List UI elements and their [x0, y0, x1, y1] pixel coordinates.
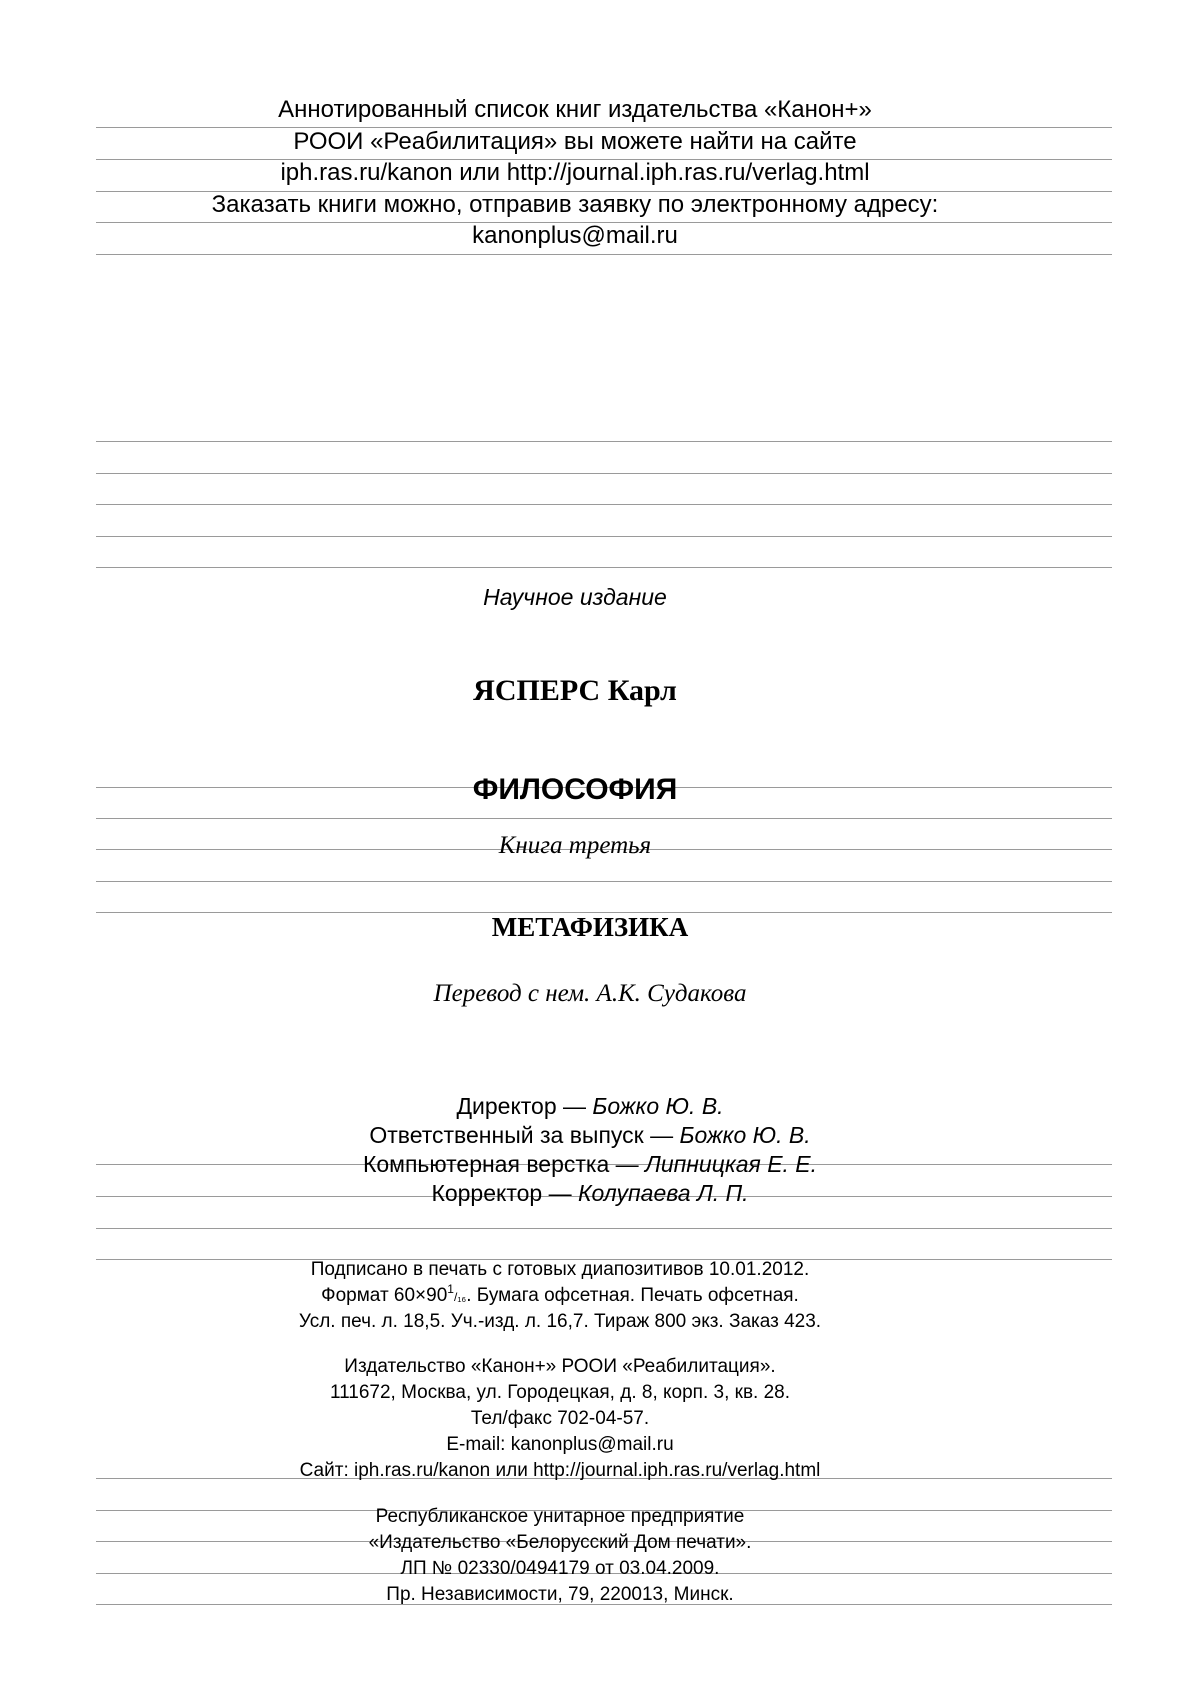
printer-line: «Издательство «Белорусский Дом печати».: [368, 1532, 752, 1553]
publisher-line: Сайт: iph.ras.ru/kanon или http://journal.iph.ras.ru/verlag.html: [299, 1460, 821, 1481]
publisher-line: 111672, Москва, ул. Городецкая, д. 8, корп. 3, кв. 28.: [329, 1382, 791, 1403]
printer-line: Пр. Независимости, 79, 220013, Минск.: [386, 1584, 734, 1605]
print-signed: Подписано в печать с готовых диапозитивов 10.01.2012.: [310, 1259, 810, 1280]
annotation-line: РООИ «Реабилитация» вы можете найти на сайте: [293, 128, 857, 155]
ruled-line: [96, 1228, 1112, 1229]
print-volume: Усл. печ. л. 18,5. Уч.-изд. л. 16,7. Тираж 800 экз. Заказ 423.: [298, 1311, 822, 1332]
translation-credit: Перевод с нем. А.К. Судакова: [433, 980, 747, 1007]
ruled-line: [96, 473, 1112, 474]
credit-person: Липницкая Е. Е.: [645, 1151, 818, 1177]
credit-role: Ответственный за выпуск —: [369, 1122, 680, 1148]
printer-line: Республиканское унитарное предприятие: [375, 1506, 745, 1527]
annotation-line: Заказать книги можно, отправив заявку по электронному адресу:: [211, 191, 939, 218]
credit-line: [0, 1122, 1200, 1149]
print-format: [0, 1282, 1200, 1307]
book-subtitle: МЕТАФИЗИКА: [491, 912, 689, 942]
printer-line: ЛП № 02330/0494179 от 03.04.2009.: [400, 1558, 720, 1579]
book-title: ФИЛОСОФИЯ: [472, 773, 678, 806]
credit-role: Директор —: [456, 1093, 593, 1119]
ruled-line: [96, 818, 1112, 819]
ruled-line: [96, 504, 1112, 505]
book-number: Книга третья: [498, 832, 652, 859]
ruled-line: [96, 441, 1112, 442]
publisher-line: Тел/факс 702-04-57.: [470, 1408, 650, 1429]
annotation-email: kanonplus@mail.ru: [472, 222, 678, 249]
ruled-line: [96, 254, 1112, 255]
credit-person: Божко Ю. В.: [592, 1093, 724, 1119]
credit-person: Колупаева Л. П.: [577, 1180, 749, 1206]
publisher-line: E-mail: kanonplus@mail.ru: [446, 1434, 674, 1455]
ruled-line: [96, 567, 1112, 568]
edition-type: Научное издание: [483, 584, 667, 610]
format-text-rest: . Бумага офсетная. Печать офсетная.: [466, 1285, 799, 1306]
author-name: ЯСПЕРС Карл: [473, 674, 677, 707]
credit-role: Корректор —: [431, 1180, 578, 1206]
credit-line: [0, 1093, 1200, 1120]
credit-role: Компьютерная верстка —: [362, 1151, 646, 1177]
annotation-line: iph.ras.ru/kanon или http://journal.iph.ras.ru/verlag.html: [280, 159, 870, 186]
credit-line: [0, 1151, 1200, 1178]
ruled-line: [96, 536, 1112, 537]
publisher-line: Издательство «Канон+» РООИ «Реабилитация».: [344, 1356, 776, 1377]
format-fraction: /₁₆: [453, 1290, 467, 1304]
credit-line: [0, 1180, 1200, 1207]
annotation-line: Аннотированный список книг издательства «Канон+»: [278, 96, 872, 123]
ruled-line: [96, 881, 1112, 882]
format-superscript: 1: [447, 1282, 454, 1296]
format-text: Формат 60×90: [321, 1285, 448, 1306]
credit-person: Божко Ю. В.: [679, 1122, 811, 1148]
